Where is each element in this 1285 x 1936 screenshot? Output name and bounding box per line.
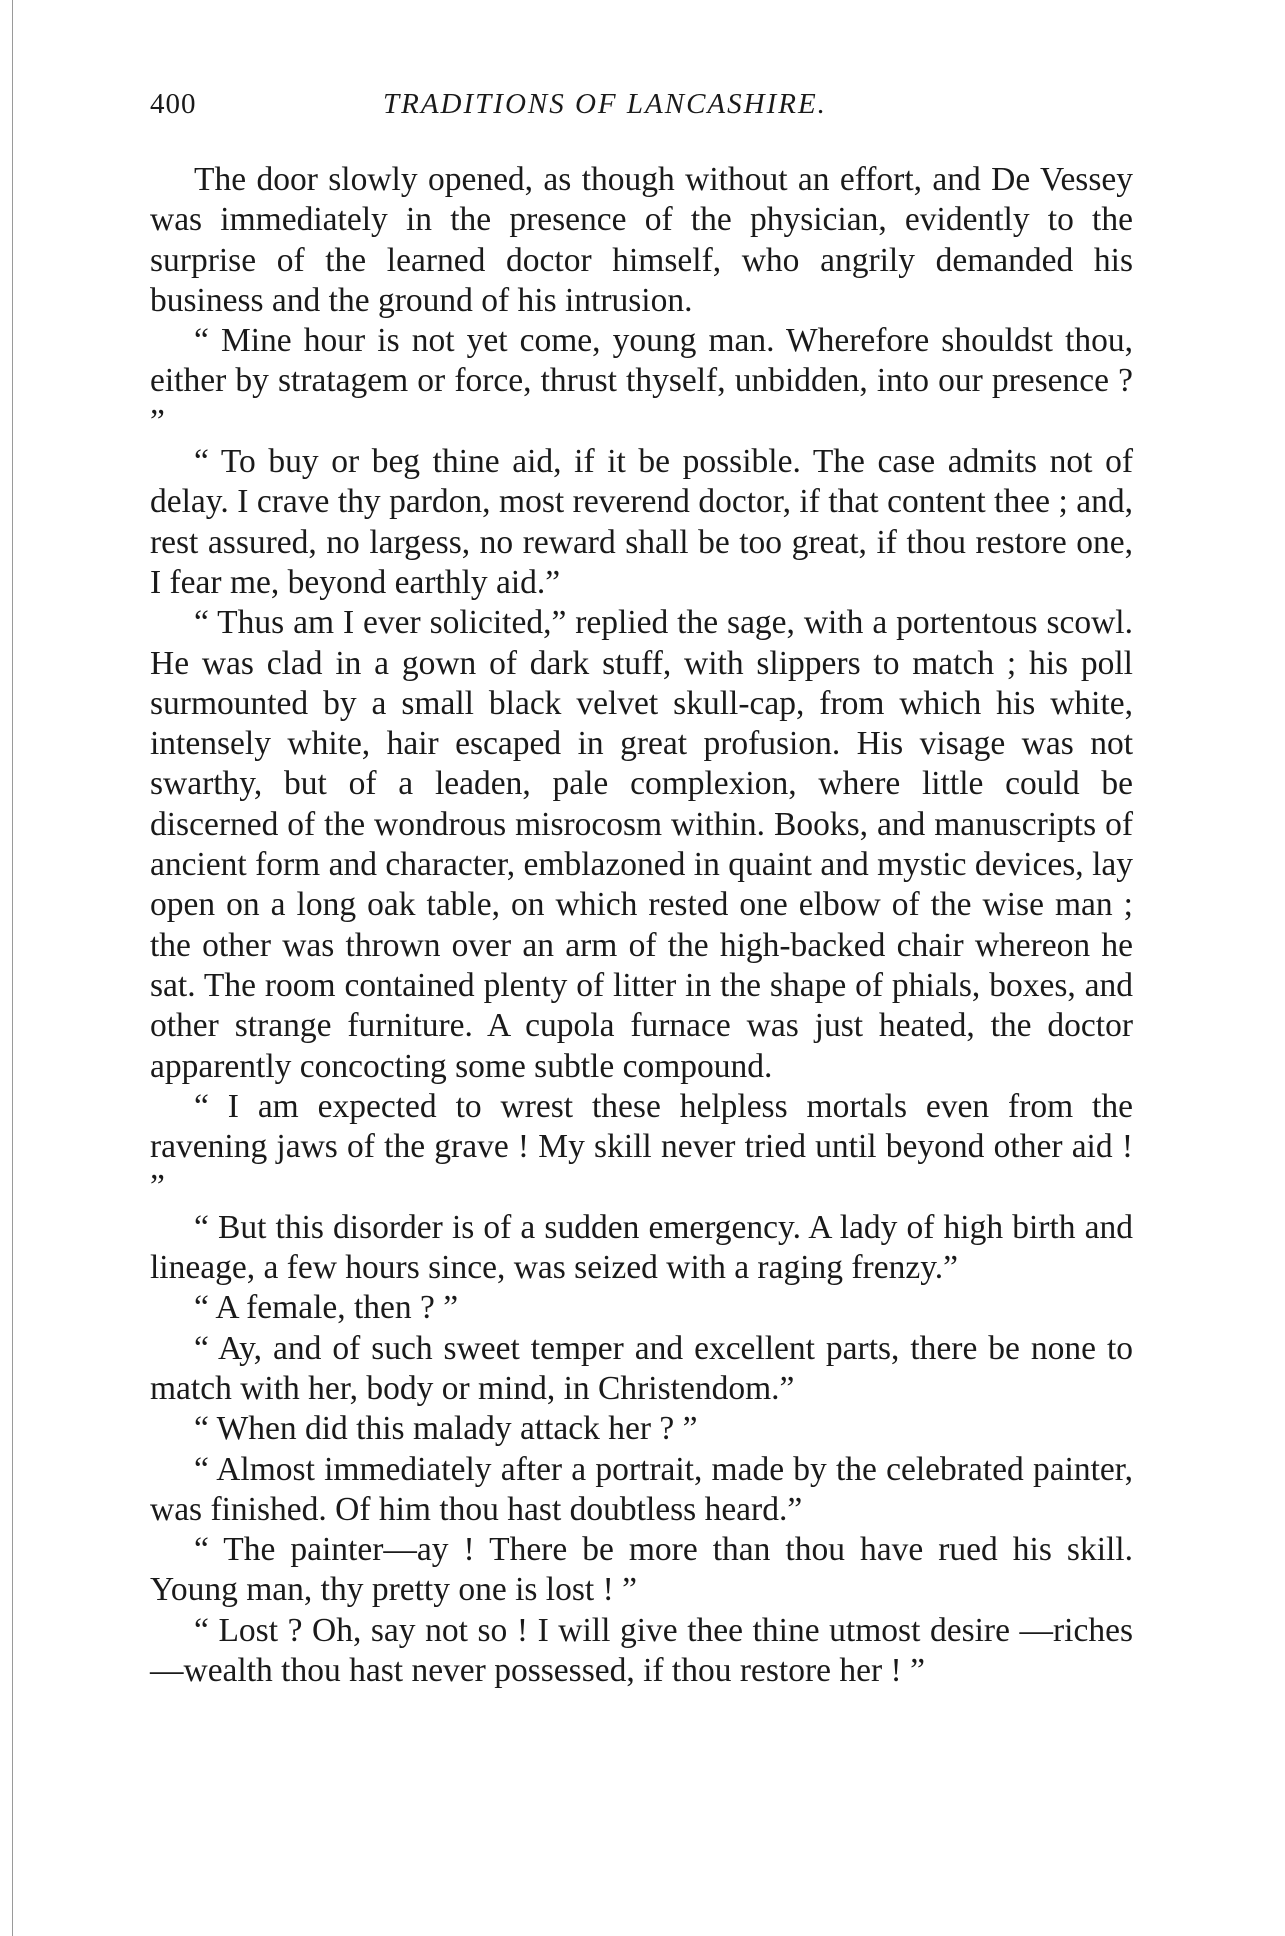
paragraph: “ To buy or beg thine aid, if it be possible. The case admits not of delay. I crave thy pardon, most reverend doctor, if that content thee ; and, rest assured, no largess, no reward shall be too great, if thou restore one, I fear me, beyond earthly aid.” [150, 443, 1133, 601]
body-text [150, 160, 1133, 1691]
paragraph: “ Almost immediately after a portrait, made by the celebrated painter, was finished. Of him thou hast doubtless heard.” [150, 1450, 1133, 1528]
running-head [150, 70, 1133, 120]
page-number: 400 [150, 88, 197, 120]
book-page [150, 70, 1133, 1691]
paragraph: “ Mine hour is not yet come, young man. Wherefore shouldst thou, either by stratagem or force, thrust thyself, unbidden, into our presence ? ” [150, 322, 1133, 440]
paragraph: “ I am expected to wrest these helpless mortals even from the ravening jaws of the grave ! My skill never tried until beyond other aid ! ” [150, 1087, 1133, 1206]
paragraph: “ Ay, and of such sweet temper and excellent parts, there be none to match with her, body or mind, in Christendom.” [150, 1329, 1133, 1407]
paragraph: “ Lost ? Oh, say not so ! I will give thee thine utmost desire —riches—wealth thou hast never possessed, if thou restore her ! ” [150, 1611, 1133, 1689]
paragraph: “ A female, then ? ” [194, 1289, 459, 1327]
paragraph: “ But this disorder is of a sudden emergency. A lady of high birth and lineage, a few hours since, was seized with a raging frenzy.” [150, 1208, 1133, 1287]
running-title: TRADITIONS OF LANCASHIRE. [383, 88, 827, 120]
paragraph: “ The painter—ay ! There be more than thou have rued his skill. Young man, thy pretty one is lost ! ” [150, 1531, 1133, 1609]
binding-edge-line [12, 0, 13, 1936]
paragraph: “ When did this malady attack her ? ” [194, 1410, 698, 1448]
paragraph: The door slowly opened, as though without an effort, and De Vessey was immediately in the presence of the physician, evidently to the surprise of the learned doctor himself, who angrily demanded his business and the ground of his intrusion. [150, 161, 1133, 319]
paragraph: “ Thus am I ever solicited,” replied the sage, with a portentous scowl. He was clad in a gown of dark stuff, with slippers to match ; his poll surmounted by a small black velvet skull-cap, from which his white, intensely white, hair escaped in great profusion. His visage was not swarthy, but of a leaden, pale complexion, where little could be discerned of the wondrous misrocosm within. Books, and manuscripts of ancient form and character, emblazoned in quaint and mystic devices, lay open on a long oak table, on which rested one elbow of the wise man ; the other was thrown over an arm of the high-backed chair whereon he sat. The room contained plenty of litter in the shape of phials, boxes, and other strange furniture. A cupola furnace was just heated, the doctor apparently concocting some subtle compound. [150, 604, 1133, 1085]
